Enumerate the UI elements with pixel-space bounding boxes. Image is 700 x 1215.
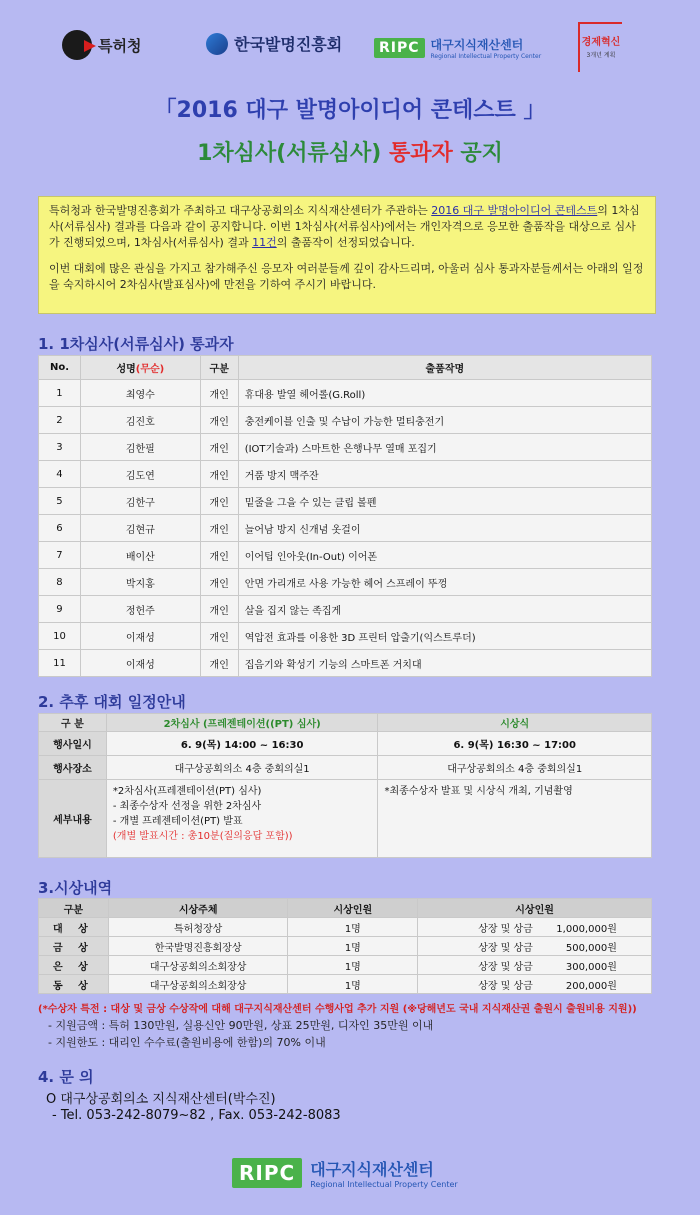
presentation-time-note: (개별 발표시간 : 총10분(질의응답 포함))	[112, 831, 293, 842]
award-prize	[418, 937, 652, 956]
entry-no: 1	[39, 380, 81, 407]
entry-name: 김한필	[80, 434, 200, 461]
entry-no: 8	[39, 569, 81, 596]
entry-title: (IOT기술과) 스마트한 은행나무 열매 포집기	[238, 434, 651, 461]
table-row	[39, 569, 652, 596]
table-header-row	[39, 356, 652, 380]
detail-line: - 개별 프레젠테이션(PT) 발표	[112, 816, 243, 827]
award-host: 한국발명진흥회장상	[108, 937, 288, 956]
footer-ripc-logo	[232, 1157, 458, 1189]
ripc-logo-english: Regional Intellectual Property Center	[430, 53, 542, 60]
table-row	[39, 461, 652, 488]
winner-benefit-note: (*수상자 특전 : 대상 및 금상 수상작에 대해 대구지식재산센터 수행사업 추가 지원 (※당해년도 국내 지식재산권 출원시 출원비용 지원))	[38, 1004, 637, 1015]
award-count: 1명	[288, 918, 418, 937]
award-prize	[418, 956, 652, 975]
table-row	[39, 434, 652, 461]
award-type: 금 상	[39, 937, 109, 956]
kipo-logo	[62, 30, 141, 60]
entry-no: 2	[39, 407, 81, 434]
entry-title: 늘어남 방지 신개념 옷걸이	[238, 515, 651, 542]
eco-logo-main: 경제혁신	[581, 37, 621, 48]
subtitle-suffix: 공지	[452, 141, 503, 166]
round2-place: 대구상공회의소 4층 중회의실1	[106, 756, 378, 780]
entry-type: 개인	[200, 461, 238, 488]
awards-header-type: 구분	[39, 899, 109, 918]
award-prize	[418, 918, 652, 937]
award-count: 1명	[288, 937, 418, 956]
schedule-detail-row	[39, 780, 652, 858]
entry-type: 개인	[200, 434, 238, 461]
entry-type: 개인	[200, 569, 238, 596]
entry-type: 개인	[200, 407, 238, 434]
header-no: No.	[39, 356, 81, 380]
header-logos	[0, 22, 700, 72]
awards-header-host: 시상주체	[108, 899, 288, 918]
page-title: 「2016 대구 발명아이디어 콘테스트 」	[154, 98, 546, 123]
section-3-heading: 3.시상내역	[38, 879, 113, 897]
ceremony-detail	[378, 780, 652, 858]
entry-no: 4	[39, 461, 81, 488]
ceremony-date: 6. 9(목) 16:30 ~ 17:00	[378, 732, 652, 756]
subtitle-highlight: 통과자	[388, 141, 453, 166]
eco-logo-sub: 3개년 계획	[586, 52, 616, 59]
schedule-header-round2: 2차심사 (프레젠테이션((PT) 심사)	[106, 714, 378, 732]
awards-table	[38, 898, 652, 994]
schedule-header-label: 구 분	[39, 714, 107, 732]
kipo-emblem-icon	[62, 30, 92, 60]
schedule-header-row	[39, 714, 652, 732]
table-row	[39, 380, 652, 407]
entry-title: 살을 집지 않는 족집게	[238, 596, 651, 623]
entry-title: 안면 가리개로 사용 가능한 헤어 스프레이 뚜껑	[238, 569, 651, 596]
award-type: 대 상	[39, 918, 109, 937]
entry-no: 5	[39, 488, 81, 515]
schedule-date-label: 행사일시	[39, 732, 107, 756]
awards-header-row	[39, 899, 652, 918]
footer-ripc-english: Regional Intellectual Property Center	[310, 1180, 458, 1189]
schedule-place-label: 행사장소	[39, 756, 107, 780]
table-row	[39, 650, 652, 677]
table-row	[39, 975, 652, 994]
section-1-heading: 1. 1차심사(서류심사) 통과자	[38, 335, 234, 353]
entry-name: 최영수	[80, 380, 200, 407]
award-host: 대구상공회의소회장상	[108, 956, 288, 975]
table-row	[39, 623, 652, 650]
notice-paragraph-1	[49, 203, 645, 251]
schedule-date-row	[39, 732, 652, 756]
header-title: 출품작명	[238, 356, 651, 380]
entry-name: 이재성	[80, 650, 200, 677]
header-name-text: 성명	[116, 364, 136, 375]
kipa-logo	[206, 32, 342, 55]
table-row	[39, 542, 652, 569]
award-count: 1명	[288, 956, 418, 975]
contest-name-highlight: 2016 대구 발명아이디어 콘테스트	[431, 204, 598, 217]
support-amount: - 지원금액 : 특허 130만원, 실용신안 90만원, 상표 25만원, 디자인 35만원 이내	[48, 1019, 434, 1032]
entry-type: 개인	[200, 623, 238, 650]
entry-title: 역압전 효과를 이용한 3D 프린터 압출기(익스트루더)	[238, 623, 651, 650]
award-prize	[418, 975, 652, 994]
entry-type: 개인	[200, 380, 238, 407]
award-type: 동 상	[39, 975, 109, 994]
entry-type: 개인	[200, 596, 238, 623]
notice-text: 의 출품작이 선정되었습니다.	[276, 236, 415, 249]
round2-detail	[106, 780, 378, 858]
detail-line: - 최종수상자 선정을 위한 2차심사	[112, 801, 262, 812]
entry-name: 김한구	[80, 488, 200, 515]
support-limit: - 지원한도 : 대리인 수수료(출원비용에 한함)의 70% 이내	[48, 1036, 326, 1049]
ripc-logo-korean: 대구지식재산센터	[430, 38, 524, 52]
passers-table	[38, 355, 652, 677]
entry-no: 7	[39, 542, 81, 569]
entry-no: 11	[39, 650, 81, 677]
economic-innovation-logo	[578, 22, 622, 72]
award-prize-label: 상장 및 상금	[478, 961, 533, 973]
kipa-logo-text: 한국발명진흥회	[234, 35, 343, 54]
detail-line: *2차심사(프레젠테이션(PT) 심사)	[112, 786, 262, 797]
table-row	[39, 956, 652, 975]
award-type: 은 상	[39, 956, 109, 975]
award-count: 1명	[288, 975, 418, 994]
header-name	[80, 356, 200, 380]
table-row	[39, 918, 652, 937]
entry-title: 휴대용 발열 헤어롤(G.Roll)	[238, 380, 651, 407]
entry-no: 6	[39, 515, 81, 542]
entry-type: 개인	[200, 650, 238, 677]
award-prize-amount: 500,000원	[565, 942, 617, 954]
entry-name: 배이산	[80, 542, 200, 569]
ceremony-place: 대구상공회의소 4층 중회의실1	[378, 756, 652, 780]
page-subtitle	[0, 136, 700, 167]
award-prize-amount: 200,000원	[565, 980, 617, 992]
award-prize-label: 상장 및 상금	[478, 923, 533, 935]
ripc-logo	[374, 36, 541, 60]
schedule-header-ceremony: 시상식	[378, 714, 652, 732]
entry-title: 충전케이블 인출 및 수납이 가능한 멀티충전기	[238, 407, 651, 434]
header-type: 구분	[200, 356, 238, 380]
contact-org: O 대구상공회의소 지식재산센터(박수진)	[46, 1092, 276, 1107]
ripc-mark: RIPC	[374, 38, 425, 58]
award-prize-amount: 1,000,000원	[556, 923, 617, 935]
entry-type: 개인	[200, 488, 238, 515]
entry-name: 김현규	[80, 515, 200, 542]
kipo-logo-text: 특허청	[98, 36, 142, 55]
award-prize-amount: 300,000원	[565, 961, 617, 973]
entry-title: 밑줄을 그을 수 있는 클립 볼펜	[238, 488, 651, 515]
schedule-place-row	[39, 756, 652, 780]
notice-text: 의 1차심사(서류심사) 결과를 다음과 같이 공지합니다. 이번 1차심사(서류심사)에서는 개인자격으로 응모한 출품작을 대상으로 심사가 진행되었으며, 1차심사(서류심사) 결과	[49, 204, 640, 249]
entry-name: 정헌주	[80, 596, 200, 623]
schedule-table	[38, 713, 652, 858]
header-name-note: (무순)	[135, 364, 165, 375]
entry-name: 김진호	[80, 407, 200, 434]
entry-title: 이어팁 인아웃(In-Out) 이어폰	[238, 542, 651, 569]
entry-no: 3	[39, 434, 81, 461]
entry-name: 이재성	[80, 623, 200, 650]
award-host: 특허청장상	[108, 918, 288, 937]
detail-line: *최종수상자 발표 및 시상식 개최, 기념촬영	[384, 786, 573, 797]
entry-title: 거품 방지 맥주잔	[238, 461, 651, 488]
footer-ripc-mark: RIPC	[232, 1158, 302, 1188]
schedule-detail-label: 세부내용	[39, 780, 107, 858]
award-prize-label: 상장 및 상금	[478, 980, 533, 992]
entry-type: 개인	[200, 515, 238, 542]
kipa-emblem-icon	[206, 33, 228, 55]
entry-type: 개인	[200, 542, 238, 569]
notice-paragraph-2: 이번 대회에 많은 관심을 가지고 참가해주신 응모자 여러분들께 깊이 감사드리며, 아울러 심사 통과자분들께서는 아래의 일정을 숙지하시어 2차심사(발표심사)에 만전을 기하여 주시기 바랍니다.	[49, 262, 644, 291]
section-4-heading: 4. 문 의	[38, 1068, 94, 1086]
awards-header-prize: 시상인원	[418, 899, 652, 918]
entry-name: 박지홍	[80, 569, 200, 596]
entry-no: 10	[39, 623, 81, 650]
award-prize-label: 상장 및 상금	[478, 942, 533, 954]
table-row	[39, 488, 652, 515]
selected-count-highlight: 11건	[252, 236, 277, 249]
awards-header-count: 시상인원	[288, 899, 418, 918]
section-2-heading: 2. 추후 대회 일정안내	[38, 693, 186, 711]
entry-title: 집음기와 확성기 기능의 스마트폰 거치대	[238, 650, 651, 677]
notice-text: 특허청과 한국발명진흥회가 주최하고 대구상공회의소 지식재산센터가 주관하는	[49, 204, 432, 217]
entry-name: 김도연	[80, 461, 200, 488]
entry-no: 9	[39, 596, 81, 623]
table-row	[39, 515, 652, 542]
round2-date: 6. 9(목) 14:00 ~ 16:30	[106, 732, 378, 756]
table-row	[39, 407, 652, 434]
notice-box	[38, 196, 656, 314]
table-row	[39, 596, 652, 623]
award-host: 대구상공회의소회장상	[108, 975, 288, 994]
contact-phone: - Tel. 053-242-8079~82 , Fax. 053-242-8083	[52, 1108, 341, 1123]
table-row	[39, 937, 652, 956]
footer-ripc-korean: 대구지식재산센터	[310, 1160, 434, 1179]
subtitle-prefix: 1차심사(서류심사)	[197, 141, 389, 166]
